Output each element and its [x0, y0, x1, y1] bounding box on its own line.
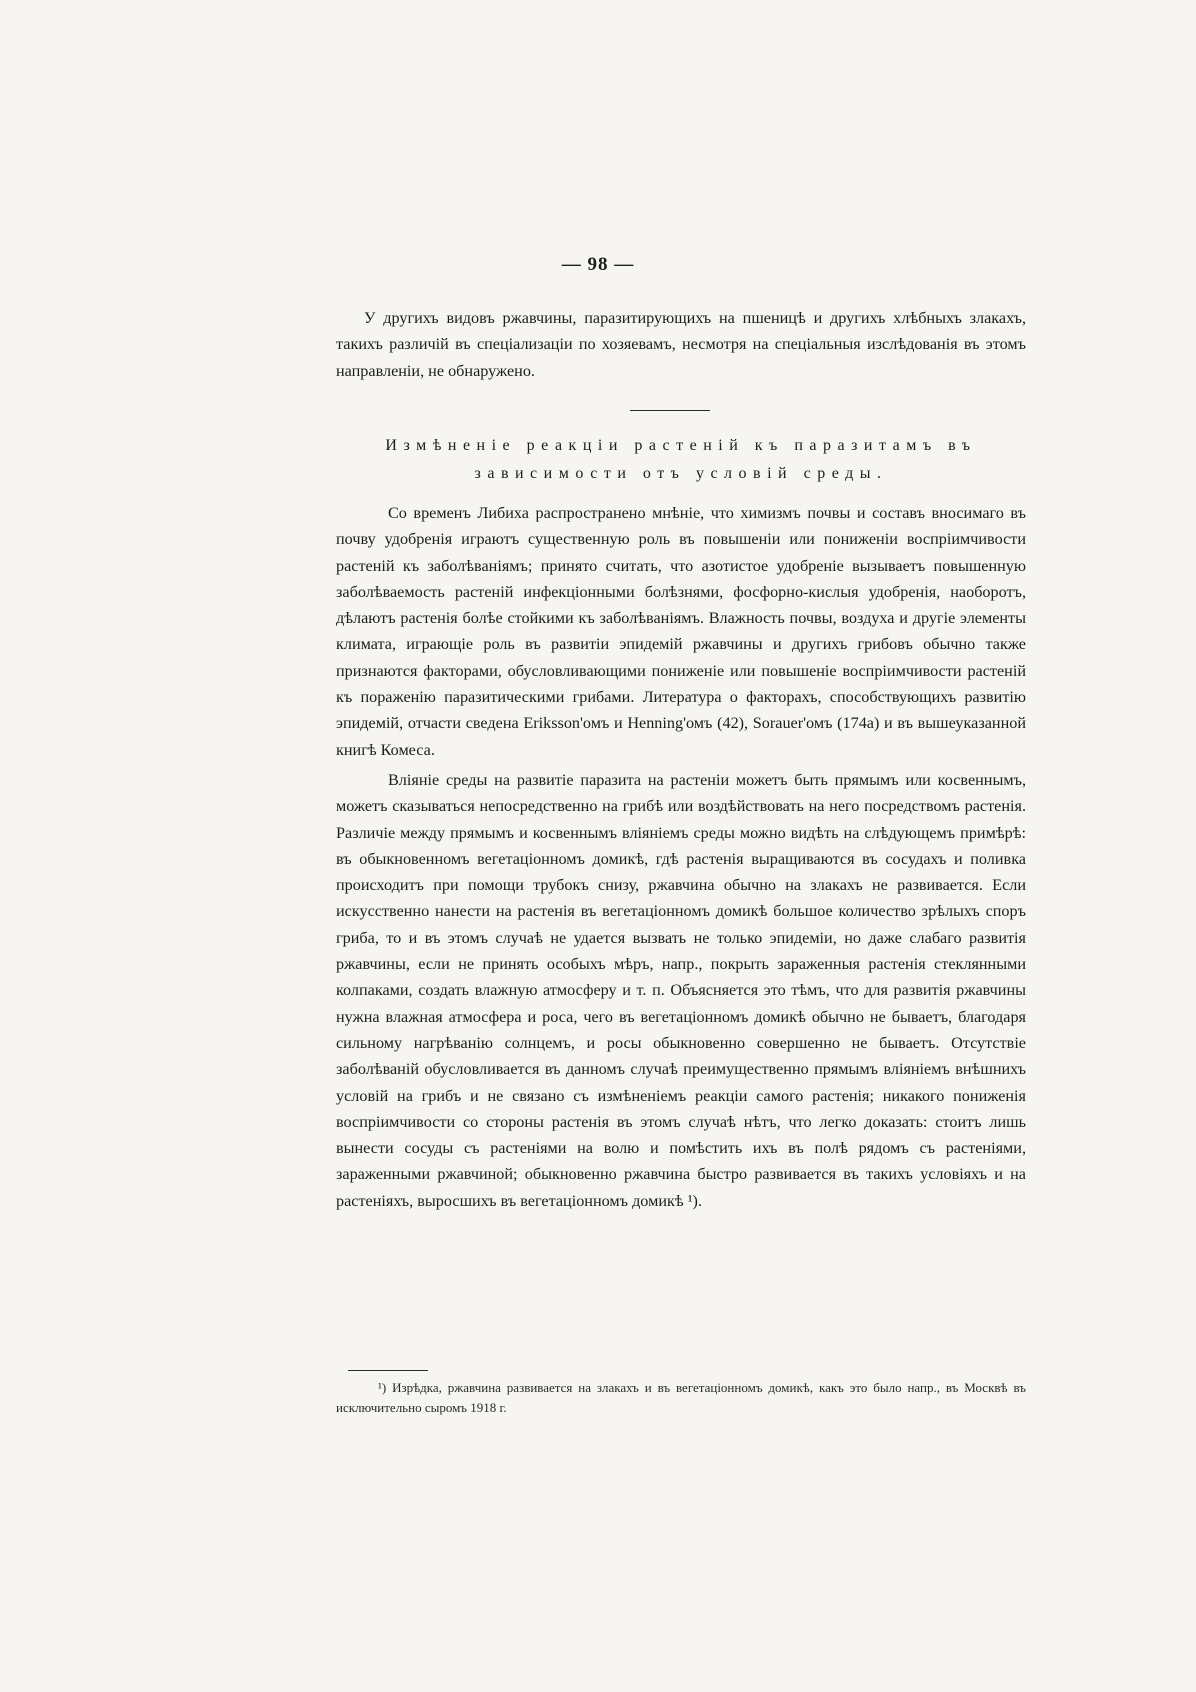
page-number: — 98 — — [561, 254, 635, 275]
section-heading-line-2: зависимости отъ условій среды. — [474, 465, 888, 482]
body-paragraph-1: Со временъ Либиха распространено мнѣніе, что химизмъ почвы и составъ вносимаго въ почву удобренія играютъ существенную роль въ повышеніи или пониженіи воспріимчивости растеній къ заболѣваніямъ; принято считать, что азотистое удобреніе вызываетъ повышенную заболѣваемость растеній инфекціонными болѣзнями, фосфорно-кислыя удобренія, наоборотъ, дѣлаютъ растенія болѣе стойкими къ заболѣваніямъ. Влажность почвы, воздуха и другіе элементы климата, играющіе роль въ развитіи эпидемій ржавчины и другихъ грибовъ обычно также признаются факторами, обусловливающими пониженіе или повышеніе воспріимчивости растеній къ пораженію паразитическими грибами. Литература о факторахъ, способствующихъ развитію эпидемій, отчасти сведена Eriksson'омъ и Henning'омъ (42), Sorauer'омъ (174а) и въ вышеуказанной книгѣ Комеса. — [336, 504, 1026, 759]
body-paragraph-2: Вліяніе среды на развитіе паразита на растеніи можетъ быть прямымъ или косвеннымъ, можетъ сказываться непосредственно на грибѣ или воздѣйствовать на него посредствомъ растенія. Различіе между прямымъ и косвеннымъ вліяніемъ среды можно видѣть на слѣдующемъ примѣрѣ: въ обыкновенномъ вегетаціонномъ домикѣ, гдѣ растенія выращиваются въ сосудахъ и поливка происходитъ при помощи трубокъ снизу, ржавчина обычно на злакахъ не развивается. Если искусственно нанести на растенія въ вегетаціонномъ домикѣ большое количество зрѣлыхъ споръ гриба, то и въ этомъ случаѣ не удается вызвать не только эпидеміи, но даже слабаго развитія ржавчины, если не принять особыхъ мѣръ, напр., покрыть зараженныя растенія стеклянными колпаками, создать влажную атмосферу и т. п. Объясняется это тѣмъ, что для развитія ржавчины нужна влажная атмосфера и роса, чего въ вегетаціонномъ домикѣ обычно не бываетъ, благодаря сильному нагрѣванію солнцемъ, и росы обыкновенно совершенно не бываетъ. Отсутствіе заболѣваній обусловливается въ данномъ случаѣ преимущественно прямымъ вліяніемъ внѣшнихъ условій на грибъ и не связано съ измѣненіемъ реакціи самого растенія; никакого пониженія воспріимчивости со стороны растенія въ этомъ случаѣ нѣтъ, что легко доказать: стоитъ лишь вынести сосуды съ растеніями на волю и помѣстить ихъ въ полѣ рядомъ съ растеніями, зараженными ржавчиной; обыкновенно ржавчина быстро развивается въ такихъ условіяхъ и на растеніяхъ, выросшихъ въ вегетаціонномъ домикѣ ¹). — [336, 770, 1026, 1210]
body-text — [336, 500, 1026, 1214]
intro-paragraph: У другихъ видовъ ржавчины, паразитирующихъ на пшеницѣ и другихъ хлѣбныхъ злакахъ, такихъ различій въ спеціализаціи по хозяевамъ, несмотря на спеціальныя изслѣдованія въ этомъ направленіи, не обнаружено. — [336, 309, 1026, 380]
footnote-divider — [348, 1370, 428, 1371]
section-divider — [630, 410, 710, 411]
section-heading-line-1: Измѣненіе реакціи растеній къ паразитамъ въ — [385, 437, 977, 454]
intro-text — [336, 305, 1026, 384]
section-heading — [336, 432, 1026, 488]
footnote: ¹) Изрѣдка, ржавчина развивается на злакахъ и въ вегетаціонномъ домикѣ, какъ это было напр., въ Москвѣ въ исключительно сыромъ 1918 г. — [336, 1380, 1026, 1415]
